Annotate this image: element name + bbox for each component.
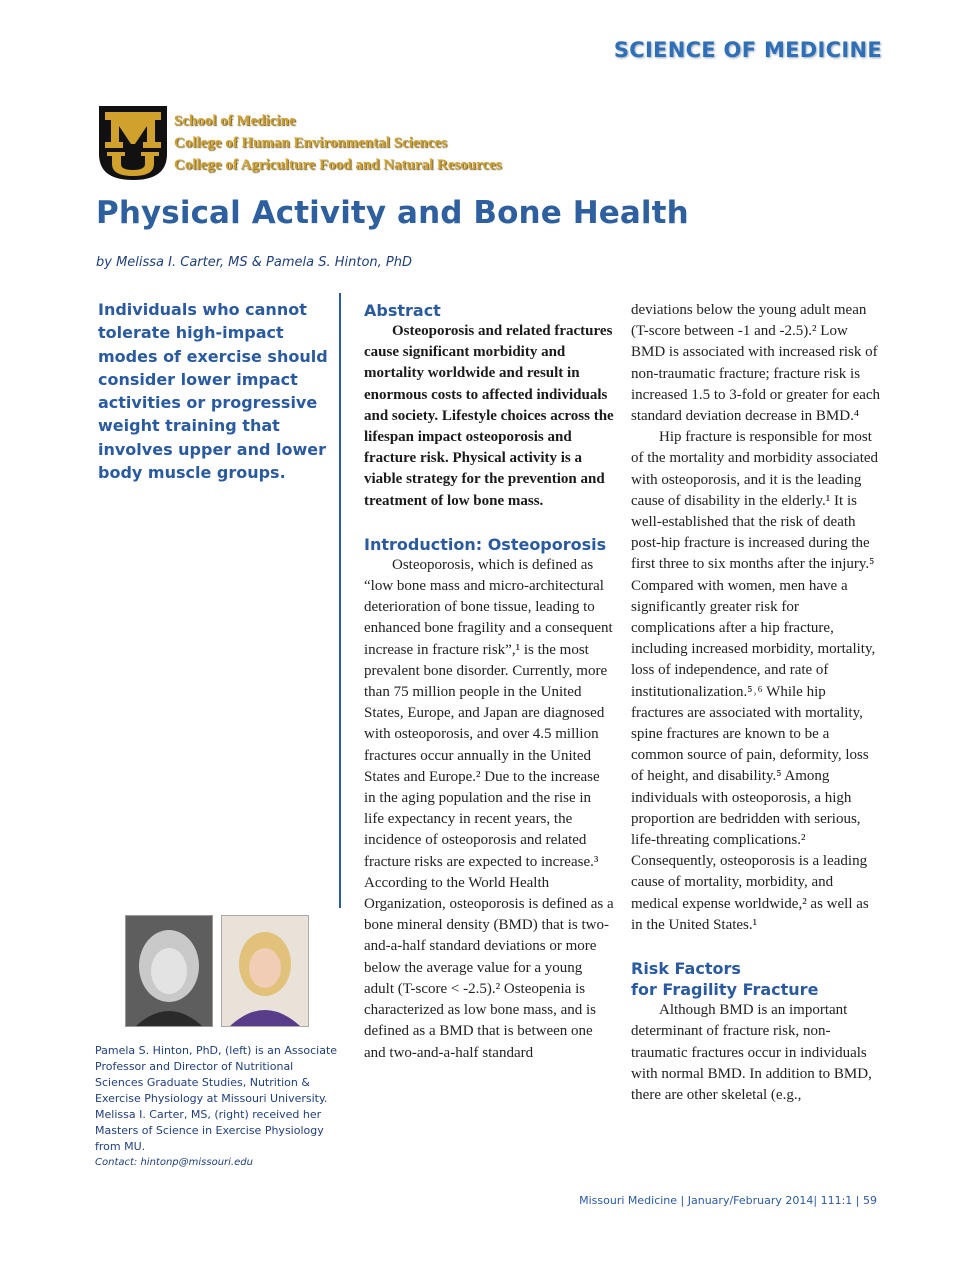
college-list <box>174 110 502 176</box>
abstract-heading: Abstract <box>364 301 441 320</box>
article-title: Physical Activity and Bone Health <box>96 195 689 231</box>
author-photo-carter <box>221 915 309 1027</box>
body-paragraph: deviations below the young adult mean (T-score between -1 and -2.5).² Low BMD is associated with increased risk of non-traumatic fracture; fracture risk is increased 1.5 to 3-fold or greater for each standard deviation decrease in BMD.⁴ <box>631 302 881 425</box>
author-caption <box>95 1043 340 1171</box>
contact-info: Contact: hintonp@missouri.edu <box>95 1157 253 1168</box>
byline: by Melissa I. Carter, MS & Pamela S. Hinton, PhD <box>96 255 412 270</box>
body-paragraph: Although BMD is an important determinant of fracture risk, non-traumatic fractures occur in individuals with normal BMD. In addition to BMD, there are other skeletal (e.g., <box>631 1002 872 1103</box>
article-column-right <box>631 300 881 1106</box>
college-name: College of Human Environmental Sciences <box>174 135 448 151</box>
article-column-middle <box>364 300 614 1064</box>
college-name: School of Medicine <box>174 113 296 129</box>
risk-heading <box>631 958 881 1000</box>
author-photo-hinton <box>125 915 213 1027</box>
column-divider <box>339 293 341 908</box>
abstract-text: Osteoporosis and related fractures cause significant morbidity and mortality worldwide and result in enormous costs to affected individuals and society. Lifestyle choices across the lifespan impact osteoporosis and fracture risk. Physical activity is a viable strategy for the prevention and treatment of low bone mass. <box>364 323 614 509</box>
pull-quote: Individuals who cannot tolerate high-impact modes of exercise should consider lower impact activities or progressive weight training that involves upper and lower body muscle groups. <box>98 300 328 483</box>
intro-paragraph: Osteoporosis, which is defined as “low bone mass and micro-architectural deterioration of bone tissue, leading to enhanced bone fragility and a consequent increase in fracture risk”,¹ is the most prevalent bone disorder. Currently, more than 75 million people in the United States, Europe, and Japan are diagnosed with osteoporosis, and over 4.5 million fractures occur annually in the United States and Europe.² Due to the increase in the aging population and the rise in life expectancy in recent years, the incidence of osteoporosis and related fracture risks are expected to increase.³ According to the World Health Organization, osteoporosis is defined as a bone mineral density (BMD) that is two-and-a-half standard deviations or more below the average value for a young adult (T-score < -2.5).² Osteopenia is characterized as low bone mass, and is defined as a BMD that is between one and two-and-a-half standard <box>364 556 614 1061</box>
risk-heading-line: Risk Factors <box>631 959 741 979</box>
author-bio: Pamela S. Hinton, PhD, (left) is an Associate Professor and Director of Nutritional Sciences Graduate Studies, Nutrition & Exercise Physiology at Missouri University. Melissa I. Carter, MS, (right) received her Masters of Science in Exercise Physiology from MU. <box>95 1044 338 1153</box>
college-name: College of Agriculture Food and Natural Resources <box>174 157 502 173</box>
intro-heading: Introduction: Osteoporosis <box>364 534 607 554</box>
mu-logo <box>97 104 169 182</box>
section-label: SCIENCE OF MEDICINE <box>613 38 882 62</box>
risk-heading-line: for Fragility Fracture <box>631 980 819 1000</box>
body-paragraph: Hip fracture is responsible for most of the mortality and morbidity associated with osteoporosis, and it is the leading cause of disability in the elderly.¹ It is well-established that the risk of death post-hip fracture is increased during the first three to six months after the injury.⁵ Compared with women, men have a significantly greater risk for complications after a hip fracture, including increased morbidity, mortality, loss of independence, and rate of institutionalization.⁵˒⁶ While hip fractures are associated with mortality, spine fractures are known to be a common source of pain, deformity, loss of height, and disability.⁵ Among individuals with osteoporosis, a high proportion are bedridden with serious, life-threating complications.² Consequently, osteoporosis is a leading cause of mortality, morbidity, and medical expense worldwide,² as well as in the United States.¹ <box>631 429 879 933</box>
page-footer: Missouri Medicine | January/February 2014| 111:1 | 59 <box>579 1194 877 1207</box>
